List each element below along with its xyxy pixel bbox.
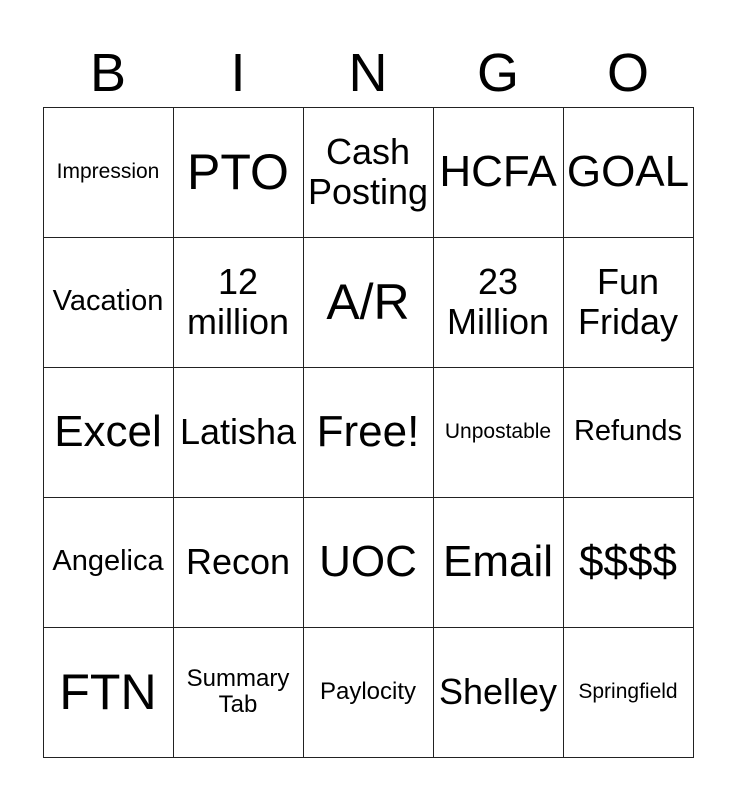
header-letter-n: N <box>348 43 388 103</box>
free-space-cell[interactable]: Free! <box>303 367 434 498</box>
bingo-cell[interactable]: GOAL <box>563 107 694 238</box>
bingo-cell[interactable]: Refunds <box>563 367 694 498</box>
bingo-cell[interactable]: Recon <box>173 497 304 628</box>
bingo-cell[interactable]: Impression <box>43 107 174 238</box>
bingo-cell[interactable]: Paylocity <box>303 627 434 758</box>
header-letter-b: B <box>89 43 127 103</box>
bingo-cell[interactable]: FTN <box>43 627 174 758</box>
header-letter-o: O <box>606 43 649 103</box>
bingo-cell[interactable]: $$$$ <box>563 497 694 628</box>
bingo-cell[interactable]: Angelica <box>43 497 174 628</box>
bingo-cell[interactable]: 23 Million <box>433 237 564 368</box>
bingo-cell[interactable]: Email <box>433 497 564 628</box>
bingo-cell[interactable]: 12 million <box>173 237 304 368</box>
bingo-cell[interactable]: Shelley <box>433 627 564 758</box>
bingo-cell[interactable]: Latisha <box>173 367 304 498</box>
bingo-cell[interactable]: Springfield <box>563 627 694 758</box>
bingo-cell[interactable]: UOC <box>303 497 434 628</box>
bingo-cell[interactable]: Unpostable <box>433 367 564 498</box>
bingo-board <box>43 107 693 757</box>
bingo-cell[interactable]: Summary Tab <box>173 627 304 758</box>
bingo-cell[interactable]: PTO <box>173 107 304 238</box>
bingo-header <box>43 40 693 106</box>
bingo-cell[interactable]: Vacation <box>43 237 174 368</box>
header-letter-g: G <box>476 43 519 103</box>
bingo-cell[interactable]: Fun Friday <box>563 237 694 368</box>
bingo-cell[interactable]: Excel <box>43 367 174 498</box>
bingo-cell[interactable]: HCFA <box>433 107 564 238</box>
bingo-cell[interactable]: A/R <box>303 237 434 368</box>
header-letter-i: I <box>230 43 246 103</box>
bingo-cell[interactable]: Cash Posting <box>303 107 434 238</box>
